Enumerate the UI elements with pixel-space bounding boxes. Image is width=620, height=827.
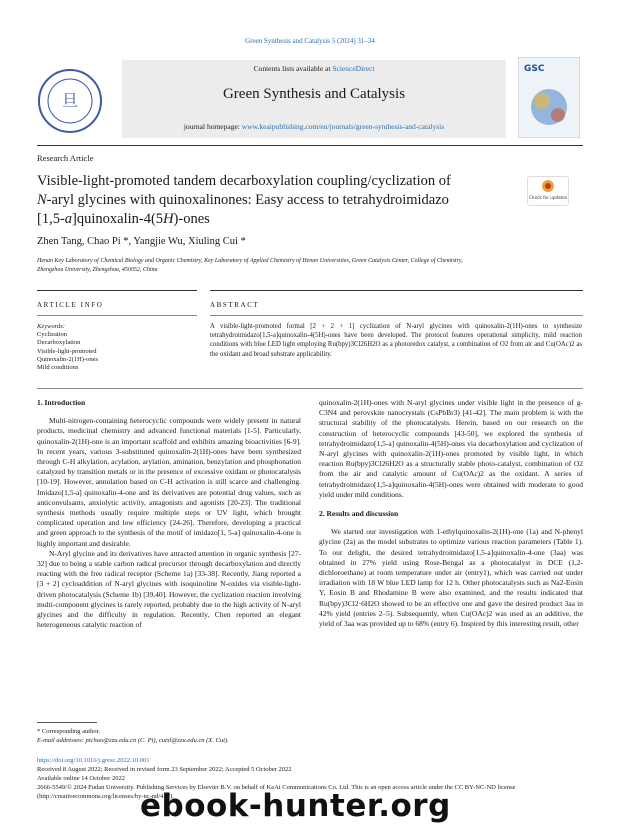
keyword: Mild conditions [37, 364, 79, 372]
svg-text:Check for updates: Check for updates [528, 195, 568, 200]
author-list: Zhen Tang, Chao Pi *, Yangjie Wu, Xiuling Cui * [37, 236, 246, 247]
university-seal-logo [37, 68, 103, 134]
article-title: Visible-light-promoted tandem decarboxylation coupling/cyclization of N-aryl glycines with quinoxalinones: Easy access to tetrahydroimidazo [1,5-a]quinoxalin-4(5H)-ones [37, 173, 451, 227]
doi-link[interactable]: https://doi.org/10.1016/j.gresc.2022.10.001 [37, 757, 150, 764]
journal-title: Green Synthesis and Catalysis [222, 86, 406, 102]
homepage-link[interactable]: www.keaipublishing.com/en/journals/green-synthesis-and-catalysis [241, 122, 445, 131]
journal-cover-image [518, 57, 580, 138]
svg-text:旦: 旦 [61, 91, 79, 110]
intro-paragraph: Multi-nitrogen-containing heterocyclic compounds were widely present in natural products, medicinal chemistry and advanced functional materials [1-5]. Particularly, quinoxalin-2(1H)-one is an important scaffold and exhibits amazing bioactivities [6-9]. In recent years, various 3-substituted quinoxalin-2(1H)-ones have been synthesized through C-H alkylation, acylation, arylation, amination, benzylation and phosphonation catalyzed by transition metals or in the presence of excessive oxidant or photocatalysis [10-19]. However, annulation based on C-H activation is still scarce and challenging. Imidazo[1,5-a] quinoxalin-4-one and its derivatives are potential drug values, such as anticonvulsants, anxiolytic activity, antagonists and agonists [20-23]. The traditional synthesis methods usually require multiple steps or UV light, which brought complicated operation and low efficiency [24-26]. Therefore, developing a practical and green approach to the synthesis of the motif of imidazo[1, 5-a] quinoxalin-4-one is highly important and desirable. [37, 416, 301, 548]
watermark-text: ebook-hunter.org [140, 788, 451, 824]
license-text: 2666-5549/© 2024 Fudan University. Publishing Services by Elsevier B.V. on behalf of KeAi Communications Co. Ltd. This is an open access article under the CC BY-NC-ND license (http://creativecommons.org/licenses/by-nc-nd/4.0/). [37, 784, 516, 800]
author-emails[interactable]: E-mail addresses: pichao@zzu.edu.cn (C. Pi), cuixl@zzu.edu.cn (X. Cui). [37, 737, 229, 744]
footnote [37, 727, 337, 745]
intro-paragraph: N-Aryl glycine and its derivatives have attracted attention in organic synthesis [27-32] due to being a stable carbon radical precursor through decarboxylation and directly reacting with the free radical receptor (Scheme 1a) [33-38]. Recently, Jiang reported a [3 + 2] cycloaddition of N-aryl glycines with isoquinoline N-oxides via visible-light-driven photocatalysis (Scheme 1b) [39,40]. However, the cyclization reaction involving multi-component glycines is rarely reported, probably due to the high activity of N-aryl glycines and the difficulty in regulation. Recently, Chen reported an elegant heterogeneous catalytic reaction of [37, 548, 301, 630]
footnote-rule [37, 722, 97, 723]
right-column [319, 398, 583, 629]
keyword: Decarboxylation [37, 339, 81, 347]
keyword: Cyclization [37, 331, 67, 338]
abstract-rule [210, 290, 583, 291]
body-rule [37, 388, 583, 389]
journal-homepage: journal homepage: www.keaipublishing.com/en/journals/green-synthesis-and-catalysis [183, 122, 445, 131]
corresponding-author: * Corresponding author. [37, 728, 101, 735]
abstract-heading: ABSTRACT [210, 301, 260, 309]
keywords-label: Keywords: [37, 323, 65, 330]
left-column [37, 398, 301, 630]
contents-line: Contents lists available at ScienceDirect [253, 64, 375, 73]
article-info-heading: ARTICLE INFO [37, 301, 104, 309]
abstract-text: A visible-light-promoted formal [2 + 2 + 1] cyclization of N-aryl glycines with quinoxalin-2(1H)-ones to synthesize tetrahydroimidazo[1,5-a]quinoxalin-4(5H)-ones have been developed. The protocol features operational simplicity, mild reaction conditions with blue LED light employing Ru(bpy)3Cl26H2O as a photoredox catalyst, a combination of O2 from air and Cu(OAc)2 as the oxidant and broad substrate applicability. [210, 323, 582, 358]
affiliation: Henan Key Laboratory of Chemical Biology and Organic Chemistry, Key Laboratory of Applied Chemistry of Henan Universities, Green Catalysis Center, College of Chemistry, Zhengzhou University, Zhengzhou, 450052, China [37, 258, 463, 273]
introduction-heading: 1. Introduction [37, 398, 86, 407]
header-rule [37, 145, 583, 146]
keyword-list [37, 331, 98, 372]
keyword: Visible-light-promoted [37, 347, 97, 355]
svg-text:GSC: GSC [524, 64, 545, 74]
results-heading: 2. Results and discussion [319, 509, 399, 519]
journal-citation[interactable]: Green Synthesis and Catalysis 5 (2024) 31–34 [245, 37, 375, 45]
info-rule [37, 290, 197, 291]
article-type: Research Article [37, 153, 94, 163]
received-dates: Received 8 August 2022; Received in revised form 23 September 2022; Accepted 5 October 2022 [37, 766, 292, 773]
info-subrule [37, 315, 197, 316]
sciencedirect-link[interactable]: ScienceDirect [332, 64, 375, 73]
body-paragraph: quinoxalin-2(1H)-ones with N-aryl glycines under visible light in the presence of g-C3N4 and perovskite nanocrystals (CsPbBr3) [41-42]. The main problem is with the structural stability of the photocatalysts. Herein, based on our research on the construction of heterocyclic compounds [43-50], we explored the synthesis of tetrahydroimidazo[1,5-a] quinoxalin-4(5H)-ones via decarboxylation and cyclization of N-aryl glycines with quinoxalin-2(1H)-ones promoted by visible light, in which reaction Ru(bpy)3Cl26H2O as a structurally stable photo-catalyst, combination of O2 from the air and catalytic amount of Cu(OAc)2 as the oxidant. A series of tetrahydroimidazo[1,5-a]quinoxalin-4(5H)-ones were obtained with moderate to good yield under mild conditions. [319, 398, 583, 499]
results-paragraph: We started our investigation with 1-ethylquinoxalin-2(1H)-one (1a) and N-phenyl glycine (2a) as the model substrates to optimize various reaction parameters (Table 1). To our delight, the desired tetrahydroimidazo[1,5-a]quinoxalin-4-one (3aa) was obtained in 27% yield using Rose-Bengal as a photocatalyst in DCE (1,2-dichloroethane) at room temperature under air (entry1), which was carried out under irradiation with 18 W blue LED lamp for 12 h. Other photocatalysts such as Na2-Eosin Y, Eosin B and Rhodamine B were also examined, and the results indicated that Ru(bpy)3Cl2·6H2O showed to be an effective one and gave the desired product 3aa in 42% yield (entries 2–5). Subsequently, when Cu(OAc)2 was used as an additive, the yield of 3aa was provided up to 68% (entry 6). Inspired by this interesting result, other [319, 527, 583, 629]
available-online: Available online 14 October 2022 [37, 775, 125, 782]
abstract-subrule [210, 315, 583, 316]
check-for-updates-badge[interactable] [527, 176, 569, 206]
keyword: Quinoxalin-2(1H)-ones [37, 355, 99, 363]
